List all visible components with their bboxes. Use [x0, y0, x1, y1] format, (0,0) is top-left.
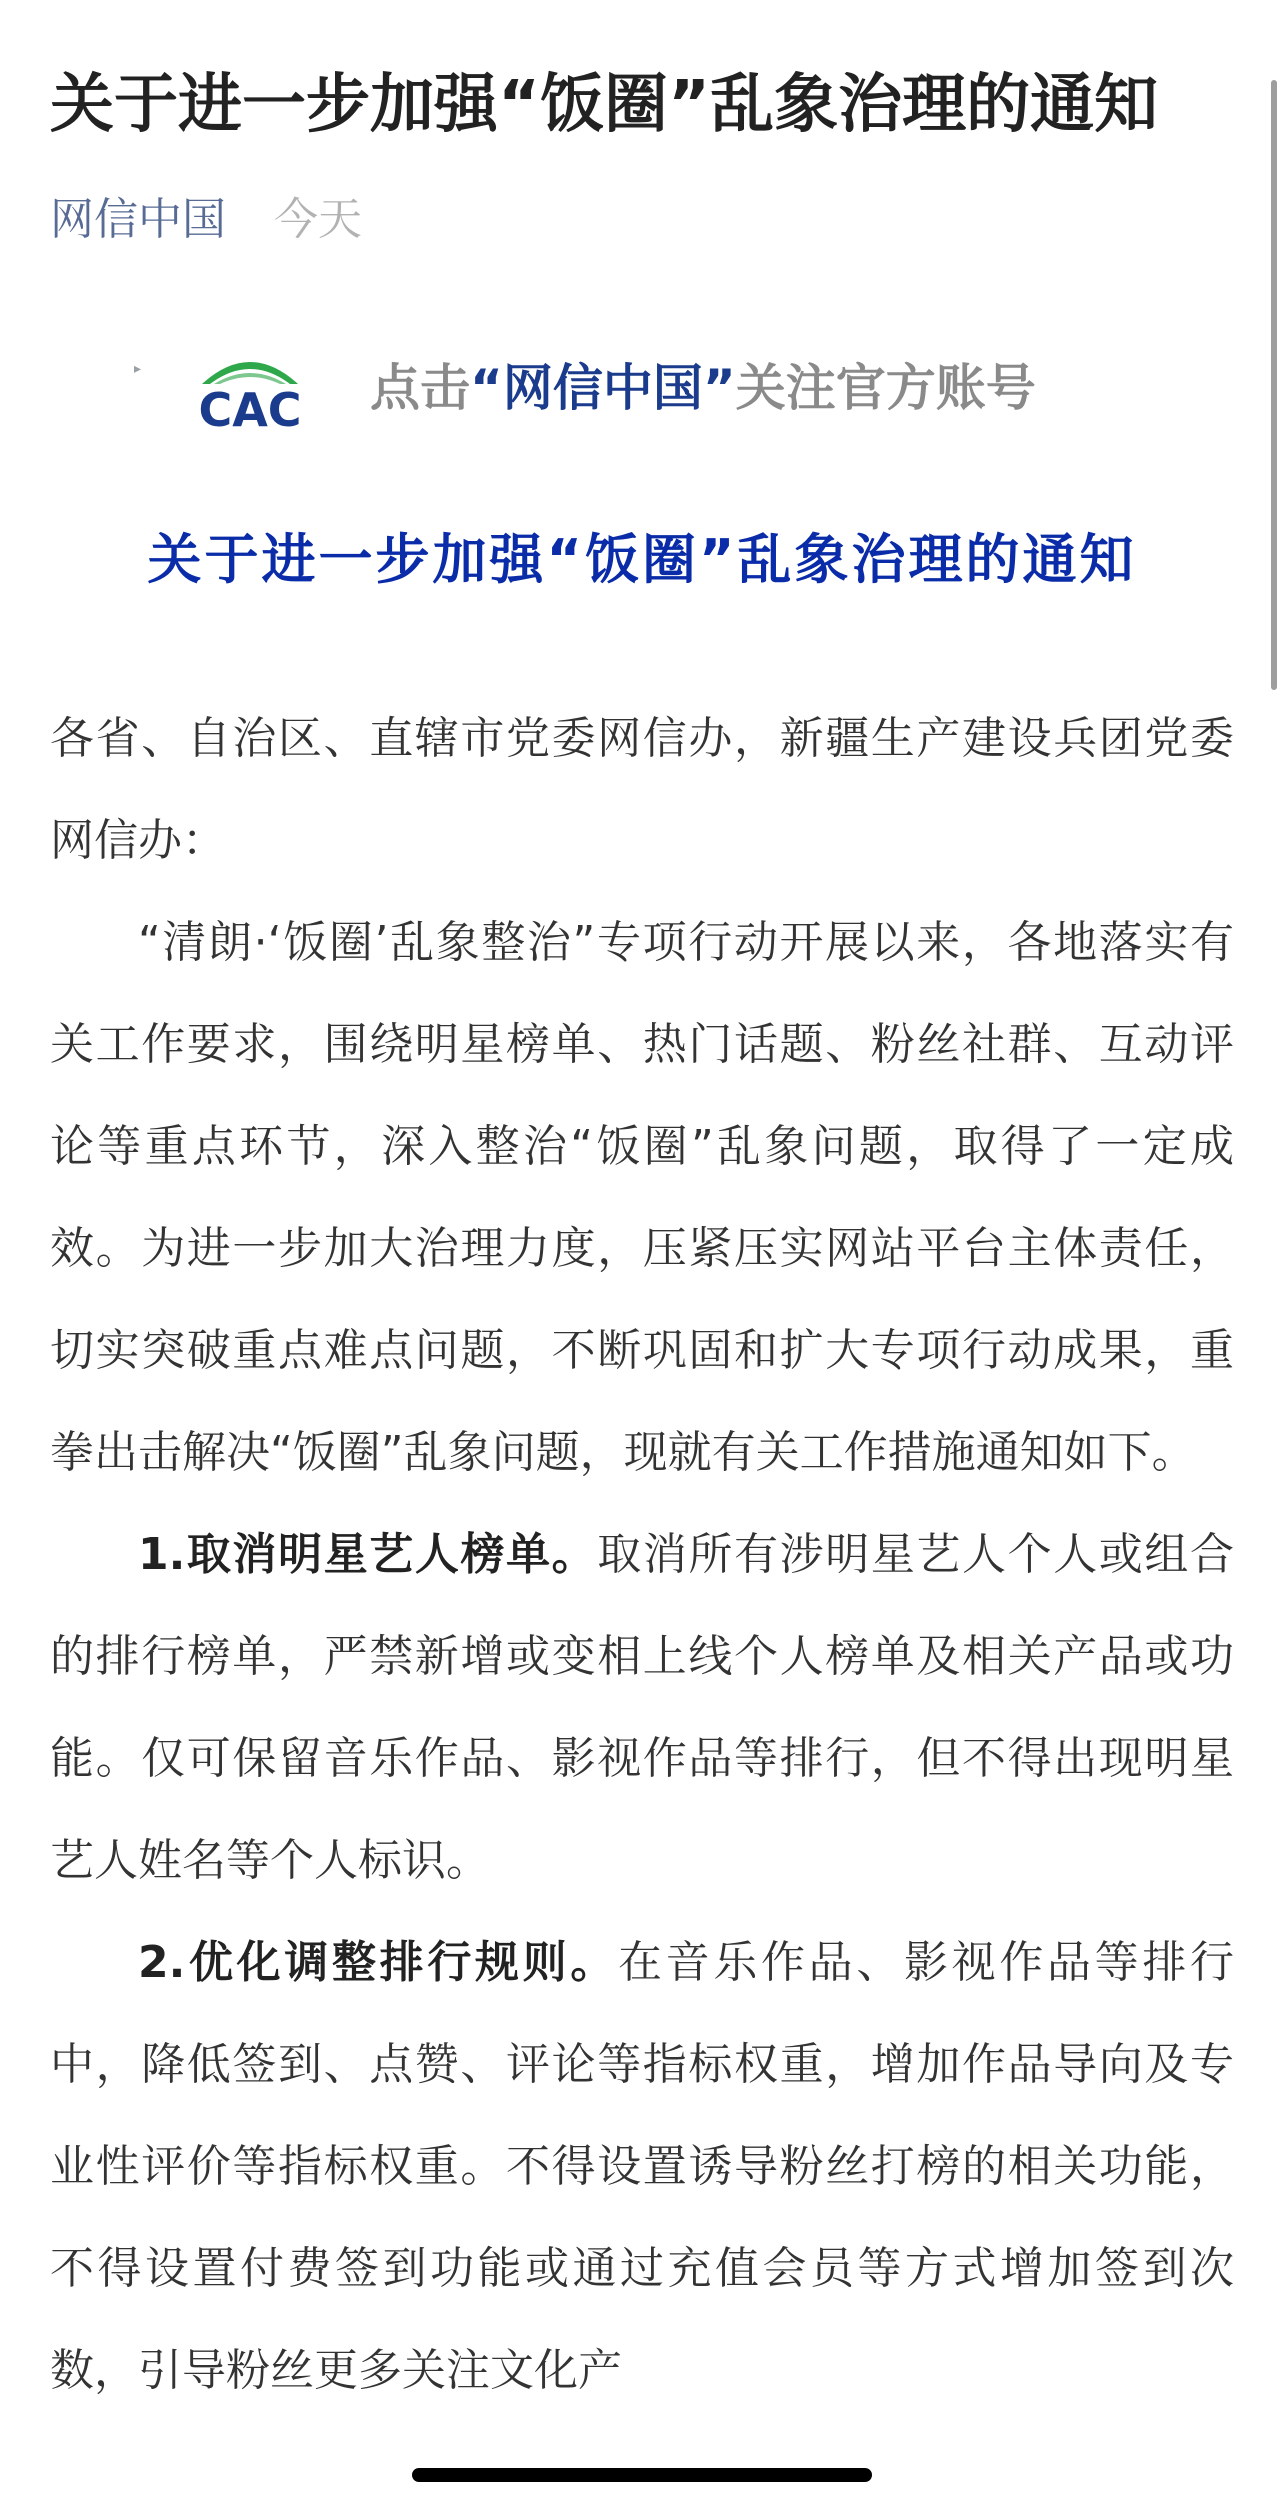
article-meta: [50, 190, 362, 250]
follow-account-name: “网信中国”: [470, 359, 736, 417]
intro-paragraph: “清朗·‘饭圈’乱象整治”专项行动开展以来，各地落实有关工作要求，围绕明星榜单、热门话题、粉丝社群、互动评论等重点环节，深入整治“饭圈”乱象问题，取得了一定成效。为进一步加大治理力度，压紧压实网站平台主体责任，切实突破重点难点问题，不断巩固和扩大专项行动成果，重拳出击解决“饭圈”乱象问题，现就有关工作措施通知如下。: [50, 917, 1234, 1478]
follow-banner[interactable]: [130, 340, 1160, 440]
article-title: 关于进一步加强“饭圈”乱象治理的通知: [50, 68, 1159, 142]
cac-logo-text: CAC: [198, 383, 302, 434]
greeting-paragraph: 各省、自治区、直辖市党委网信办，新疆生产建设兵团党委网信办：: [50, 713, 1234, 866]
home-indicator[interactable]: [412, 2468, 872, 2482]
notice-subtitle: 关于进一步加强“饭圈”乱象治理的通知: [147, 528, 1137, 591]
account-name-link[interactable]: 网信中国: [50, 194, 226, 245]
item-text-1: 取消所有涉明星艺人个人或组合的排行榜单，严禁新增或变相上线个人榜单及相关产品或功能。仅可保留音乐作品、影视作品等排行，但不得出现明星艺人姓名等个人标识。: [50, 1529, 1234, 1886]
follow-banner-text: [370, 354, 1036, 422]
article-body: [50, 688, 1234, 2422]
item-heading-1: 1.取消明星艺人榜单。: [138, 1529, 598, 1580]
vertical-scrollbar[interactable]: [1271, 80, 1277, 690]
pointer-glyph-icon: ▸: [134, 361, 142, 377]
item-paragraph-1: [50, 1504, 1234, 1912]
follow-prefix: 点击: [370, 359, 470, 417]
item-text-2: 在音乐作品、影视作品等排行中，降低签到、点赞、评论等指标权重，增加作品导向及专业性评价等指标权重。不得设置诱导粉丝打榜的相关功能，不得设置付费签到功能或通过充值会员等方式增加签到次数，引导粉丝更多关注文化产: [50, 1937, 1234, 2396]
item-paragraph-2: [50, 1912, 1234, 2422]
item-heading-2: 2.优化调整排行规则。: [138, 1937, 618, 1988]
publish-date: 今天: [274, 194, 362, 245]
follow-suffix: 关注官方账号: [735, 359, 1036, 417]
cac-logo: [170, 344, 330, 434]
